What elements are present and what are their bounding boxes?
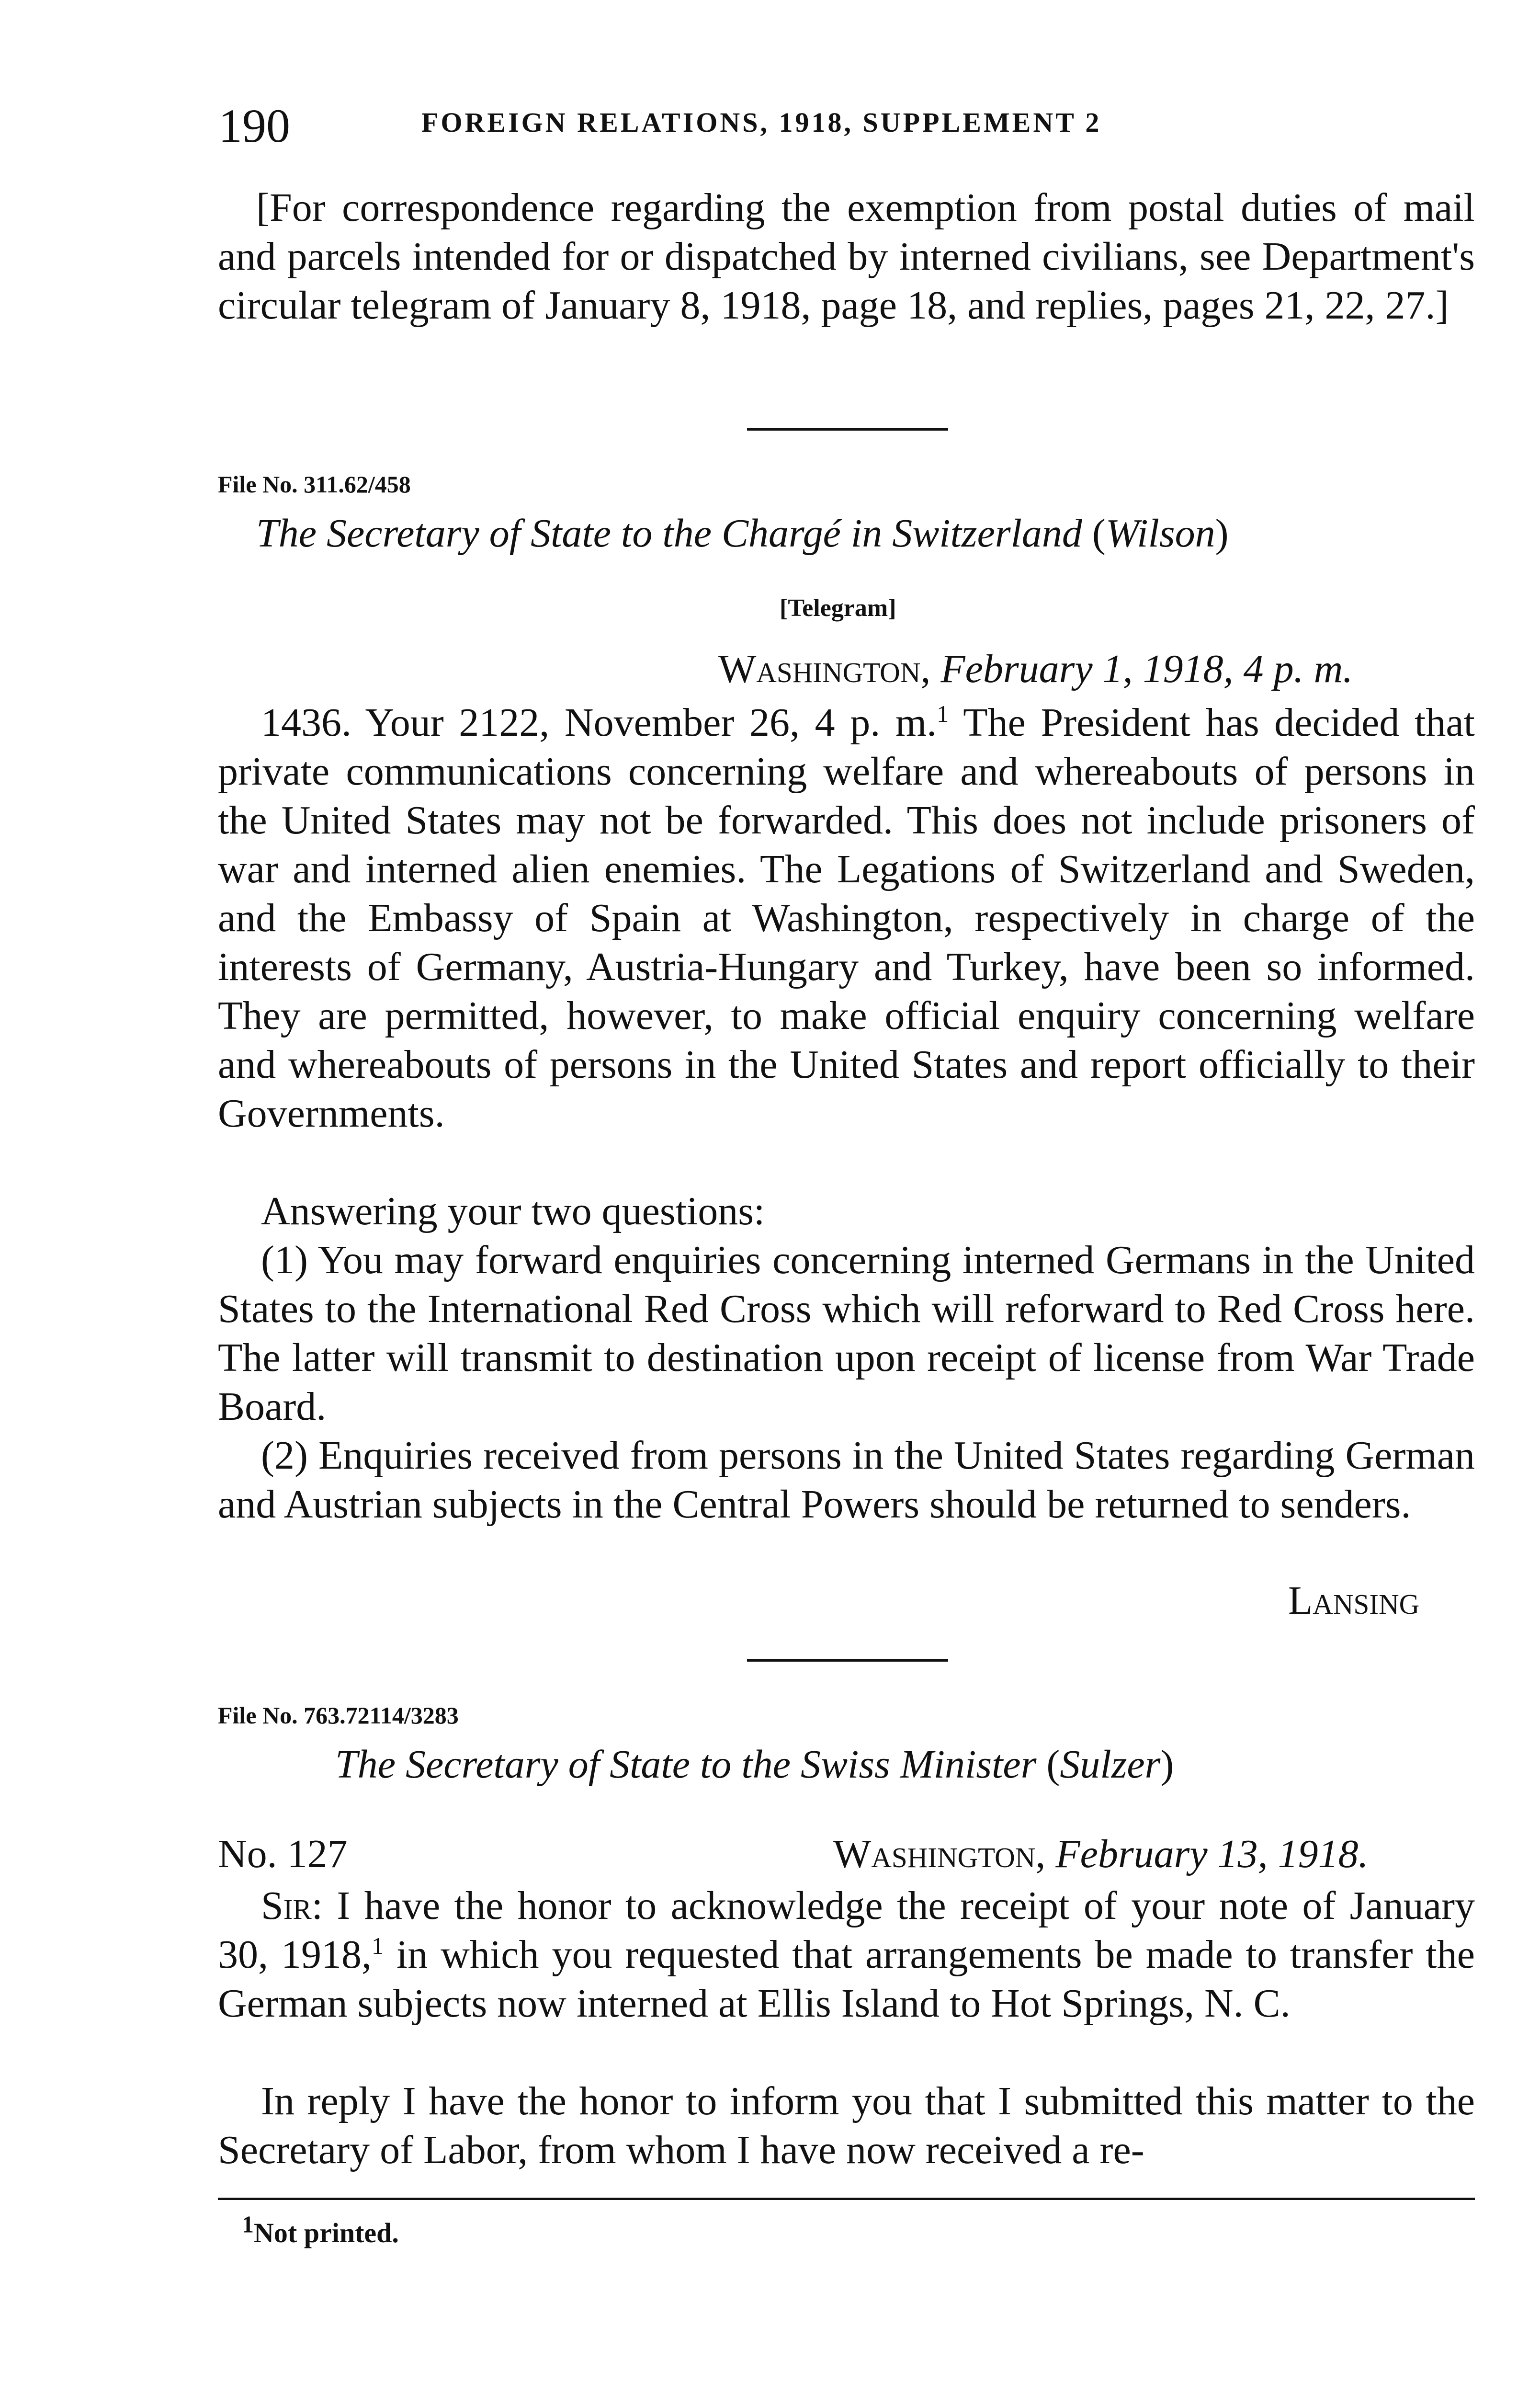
doc1-paragraph-4: (2) Enquiries received from persons in the United States regarding German and Austrian subjects in the Central Powers should be returned to senders. <box>218 1433 1475 1527</box>
doc1-paragraph-2: Answering your two questions: <box>261 1189 765 1233</box>
running-title: FOREIGN RELATIONS, 1918, SUPPLEMENT 2 <box>421 107 1102 138</box>
doc1-heading-title: The Secretary of State to the Chargé in Switzerland <box>256 511 1082 556</box>
section-divider <box>747 1659 948 1662</box>
section-divider <box>747 428 948 431</box>
doc1-signature: Lansing <box>1288 1578 1420 1623</box>
footnote-text: Not printed. <box>254 2217 399 2248</box>
doc2-place: Washington, <box>833 1832 1046 1876</box>
intro-paragraph: [For correspondence regarding the exemption from postal duties of mail and parcels intended for or dispatched by interned civilians, see Department's circular telegram of January 8, 1918, page 18, and replies, pages 21, 22, 27.] <box>218 185 1475 328</box>
page-number: 190 <box>218 99 290 152</box>
doc2-file-number: File No. 763.72114/3283 <box>218 1702 459 1729</box>
doc2-dateline <box>833 1831 1369 1877</box>
doc2-number: No. 127 <box>218 1832 348 1876</box>
footnote-rule <box>218 2198 1475 2200</box>
salutation: Sir: <box>261 1883 323 1928</box>
doc1-dateline <box>718 646 1353 692</box>
doc1-paragraph-3: (1) You may forward enquiries concerning interned Germans in the United States to the International Red Cross which will reforward to Red Cross here. The latter will transmit to destination upon receipt of license from War Trade Board. <box>218 1238 1475 1429</box>
footnote-ref: 1 <box>371 1932 384 1959</box>
doc1-file-number: File No. 311.62/458 <box>218 471 411 498</box>
doc2-heading-title: The Secretary of State to the Swiss Minister <box>335 1742 1037 1787</box>
doc1-type-label: [Telegram] <box>780 594 896 622</box>
doc2-paragraph-2: In reply I have the honor to inform you that I submitted this matter to the Secretary of Labor, from whom I have now received a re- <box>218 2079 1475 2172</box>
doc1-date: February 1, 1918, 4 p. m. <box>930 647 1353 691</box>
doc2-heading-recipient: Sulzer <box>1060 1742 1161 1787</box>
footnote-marker: 1 <box>242 2211 254 2238</box>
doc1-heading: The Secretary of State to the Chargé in Switzerland (Wilson) <box>256 511 1229 556</box>
footnote-ref: 1 <box>937 700 949 727</box>
doc2-date: February 13, 1918. <box>1045 1832 1369 1876</box>
doc1-paragraph-1: 1436. Your 2122, November 26, 4 p. m.$^1$ The President has decided that private communications concerning welfare and whereabouts of persons in the United States may not be forwarded. This does not include prisoners of war and interned alien enemies. The Legations of Switzerland and Sweden, and the Embassy of Spain at Washington, respectively in charge of the interests of Germany, Austria-Hungary and Turkey, have been so informed. They are permitted, however, to make official enquiry concerning welfare and whereabouts of persons in the United States and report officially to their Governments. <box>218 700 1475 1136</box>
doc1-heading-recipient: Wilson <box>1105 511 1215 556</box>
doc2-paragraph-1: Sir: I have the honor to acknowledge the receipt of your note of January 30, 1918,$^1$ in which you requested that arrangements be made to transfer the German subjects now interned at Ellis Island to Hot Springs, N. C. <box>218 1883 1475 2026</box>
doc1-place: Washington, <box>718 647 931 691</box>
footnote <box>242 2211 399 2249</box>
doc2-heading: The Secretary of State to the Swiss Minister (Sulzer) <box>335 1742 1174 1787</box>
